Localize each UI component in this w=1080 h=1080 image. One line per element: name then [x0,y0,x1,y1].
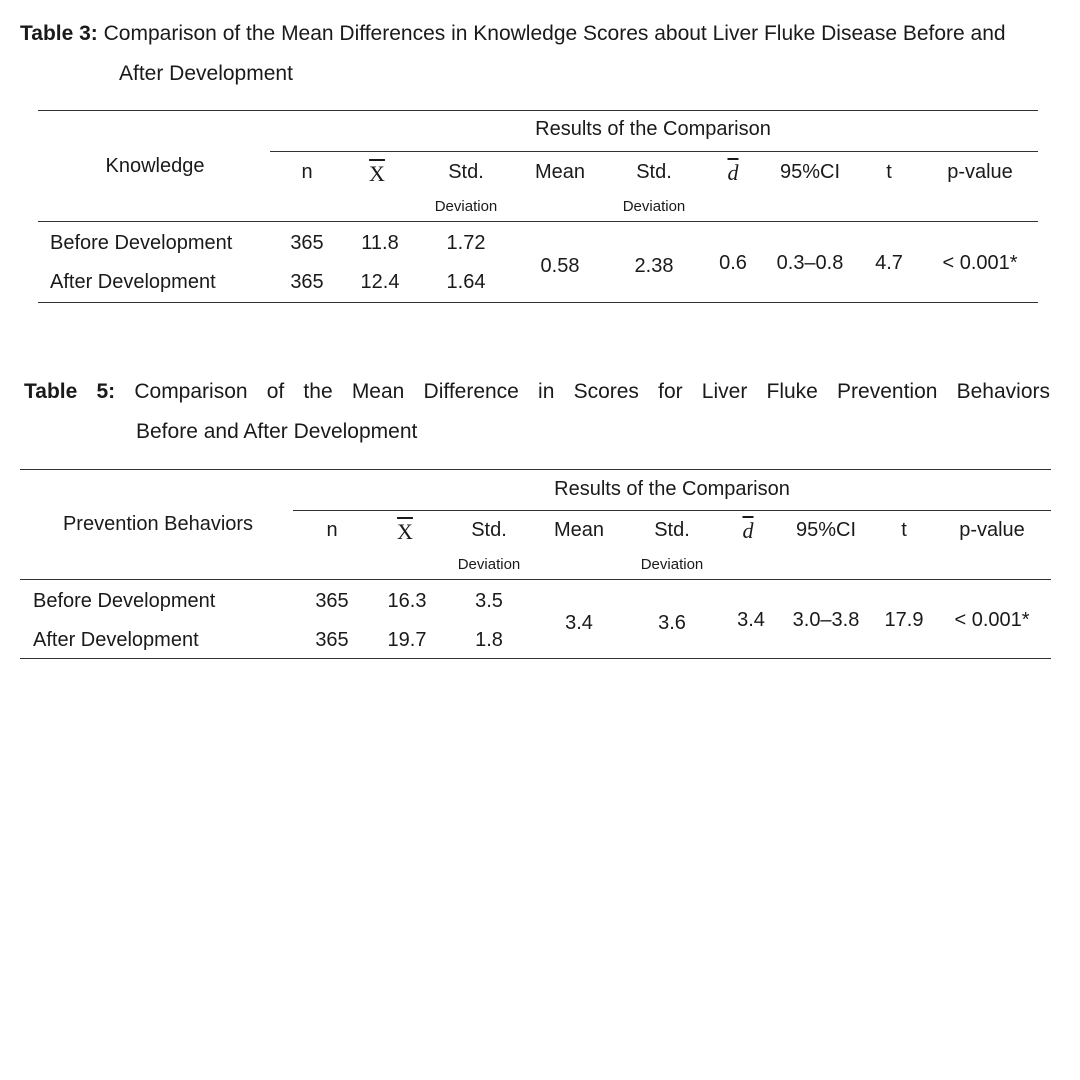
table5-p-value: < 0.001* [954,609,1030,631]
table5-std-diff: 3.6 [658,612,686,634]
table3-caption-line1 [20,14,1065,54]
table5-t-value: 17.9 [884,609,924,631]
table3-row2-n: 365 [290,271,324,293]
table3-row1-n: 365 [290,232,324,254]
table3-caption [20,14,1065,94]
table5-row2-mean: 19.7 [387,629,427,651]
table3-col-stddev-sub: Deviation [434,198,498,215]
table3-col-mean: Mean [534,161,586,183]
table5-label: Table 5: [24,380,116,403]
table3-group-rule [270,151,1038,152]
table3-caption-line2: After Development [119,62,293,85]
table3-col-xbar: $\overline{X}$ [369,161,385,186]
table5-ci-value: 3.0–3.8 [792,609,860,631]
table5-row2-sd: 1.8 [475,629,503,651]
table5-caption-line1 [24,372,1050,412]
table5-row1-mean: 16.3 [387,590,427,612]
table5-col-t: t [901,519,907,541]
table3-row1-mean: 11.8 [361,232,399,254]
table3-bottom-rule [38,302,1038,303]
table3-p-value: < 0.001* [942,252,1018,274]
table5-top-rule [20,469,1051,470]
table5-col-std-sub: Deviation [640,556,704,573]
table3-col-std: Std. [636,161,672,183]
table3-ci-value: 0.3–0.8 [776,252,844,274]
table5-caption-line2: Before and After Development [136,420,418,443]
table5-row1-sd: 3.5 [475,590,503,612]
table5-col-mean: Mean [553,519,605,541]
table5-dbar-value: 3.4 [737,609,765,631]
table3-row2-mean: 12.4 [360,271,400,293]
table3-std-diff: 2.38 [634,255,674,277]
table5-caption-text: Comparison of the Mean Difference in Scores for Liver Fluke Prevention Behaviors [134,380,1050,403]
table5-caption [24,372,1050,452]
table5-row-header: Prevention Behaviors [62,513,254,535]
table5-col-dbar: $\overline{d}$ [742,518,754,543]
table5-col-xbar: $\overline{X}$ [397,519,413,544]
table3-t-value: 4.7 [875,252,903,274]
table3-row2-sd: 1.64 [446,271,486,293]
table3-col-ci: 95%CI [779,161,841,183]
table3-header-rule [38,221,1038,222]
table5-col-n: n [326,519,338,541]
table3-col-t: t [886,161,892,183]
table5-col-p: p-value [959,519,1025,541]
table3-col-p: p-value [947,161,1013,183]
table5-group-rule [293,510,1051,511]
table3-dbar-value: 0.6 [719,252,747,274]
table5-mean-diff: 3.4 [565,612,593,634]
table5-row2-label: After Development [33,629,199,651]
table5-col-stddev-sub: Deviation [457,556,521,573]
table3-col-std-sub: Deviation [622,198,686,215]
table3-col-n: n [301,161,313,183]
table3-col-stddev: Std. [448,161,484,183]
table5-col-std: Std. [654,519,690,541]
table3-top-rule [38,110,1038,111]
table3-row1-label: Before Development [50,232,233,254]
table5-bottom-rule [20,658,1051,659]
table5-row2-n: 365 [315,629,349,651]
table3-row2-label: After Development [50,271,216,293]
table5-row1-label: Before Development [33,590,216,612]
table3-label: Table 3: [20,22,98,45]
table3-row-header: Knowledge [105,155,205,177]
table3-mean-diff: 0.58 [540,255,580,277]
table3-row1-sd: 1.72 [446,232,486,254]
table5-col-stddev: Std. [471,519,507,541]
table3-col-dbar: $\overline{d}$ [727,160,739,185]
table3-group-header: Results of the Comparison [535,118,771,140]
table5-group-header: Results of the Comparison [554,478,790,500]
table5-col-ci: 95%CI [795,519,857,541]
table5-header-rule [20,579,1051,580]
table5-row1-n: 365 [315,590,349,612]
table3-caption-text: Comparison of the Mean Differences in Knowledge Scores about Liver Fluke Disease Before and [103,22,1006,45]
